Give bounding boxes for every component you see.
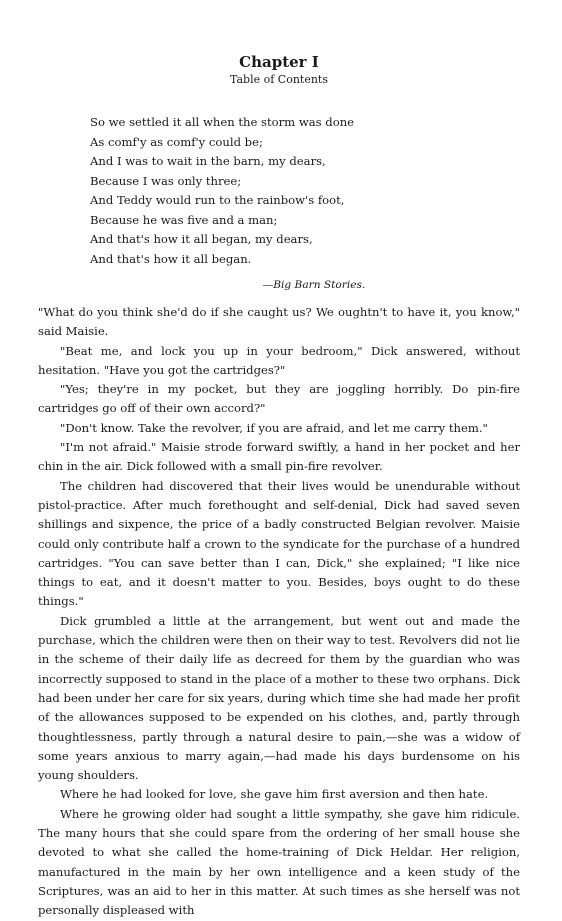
poem-line: So we settled it all when the storm was done <box>90 115 355 129</box>
paragraph: "I'm not afraid." Maisie strode forward swiftly, a hand in her pocket and her chin in the air. Dick followed with a small pin-fire revolver. <box>38 440 520 474</box>
table-of-contents-link[interactable]: Table of Contents <box>229 73 328 86</box>
paragraph: Where he growing older had sought a little sympathy, she gave him ridicule. The many hours that she could spare from the ordering of her small house she devoted to what she called the home-training of Dick Heldar. Her religion, manufactured in the main by her own intelligence and a keen study of the Scriptures, was an aid to her in this matter. At such times as she herself was not personally displeased with <box>38 806 520 918</box>
poem-line: And that's how it all began, my dears, <box>90 232 313 246</box>
chapter-body <box>38 303 520 921</box>
book-page <box>38 52 520 921</box>
chapter-title: Chapter I <box>239 53 319 71</box>
paragraph: "Don't know. Take the revolver, if you are afraid, and let me carry them." <box>60 420 488 435</box>
poem-line: And Teddy would run to the rainbow's foot, <box>90 193 345 207</box>
poem-line: As comf'y as comf'y could be; <box>90 134 263 149</box>
poem-line: And I was to wait in the barn, my dears, <box>90 154 326 168</box>
poem-attribution: —Big Barn Stories. <box>262 279 366 291</box>
paragraph: Where he had looked for love, she gave him first aversion and then hate. <box>60 787 489 802</box>
paragraph: "Beat me, and lock you up in your bedroom," Dick answered, without hesitation. "Have you got the cartridges?" <box>38 343 520 377</box>
poem-line: Because I was only three; <box>90 173 242 188</box>
poem-line: And that's how it all began. <box>90 251 252 266</box>
paragraph: Dick grumbled a little at the arrangement, but went out and made the purchase, which the children were then on their way to test. Revolvers did not lie in the scheme of their daily life as decreed for them by the guardian who was incorrectly supposed to stand in the place of a mother to these two orphans. Dick had been under her care for six years, during which time she had made her profit of the allowances supposed to be expended on his clothes, and, partly through thoughtlessness, partly through a natural desire to pain,—she was a widow of some years anxious to marry again,—had made his days burdensome on his young shoulders. <box>38 613 520 783</box>
poem-line: Because he was five and a man; <box>90 212 278 227</box>
epigraph-poem <box>90 113 520 269</box>
paragraph: The children had discovered that their lives would be unendurable without pistol-practice. After much forethought and self-denial, Dick had saved seven shillings and sixpence, the price of a badly constructed Belgian revolver. Maisie could only contribute half a crown to the syndicate for the purchase of a hundred cartridges. "You can save better than I can, Dick," she explained; "I like nice things to eat, and it doesn't matter to you. Besides, boys ought to do these things." <box>38 478 520 609</box>
paragraph: "What do you think she'd do if she caught us? We oughtn't to have it, you know," said Maisie. <box>38 305 520 339</box>
paragraph: "Yes; they're in my pocket, but they are joggling horribly. Do pin-fire cartridges go off of their own accord?" <box>38 382 520 416</box>
